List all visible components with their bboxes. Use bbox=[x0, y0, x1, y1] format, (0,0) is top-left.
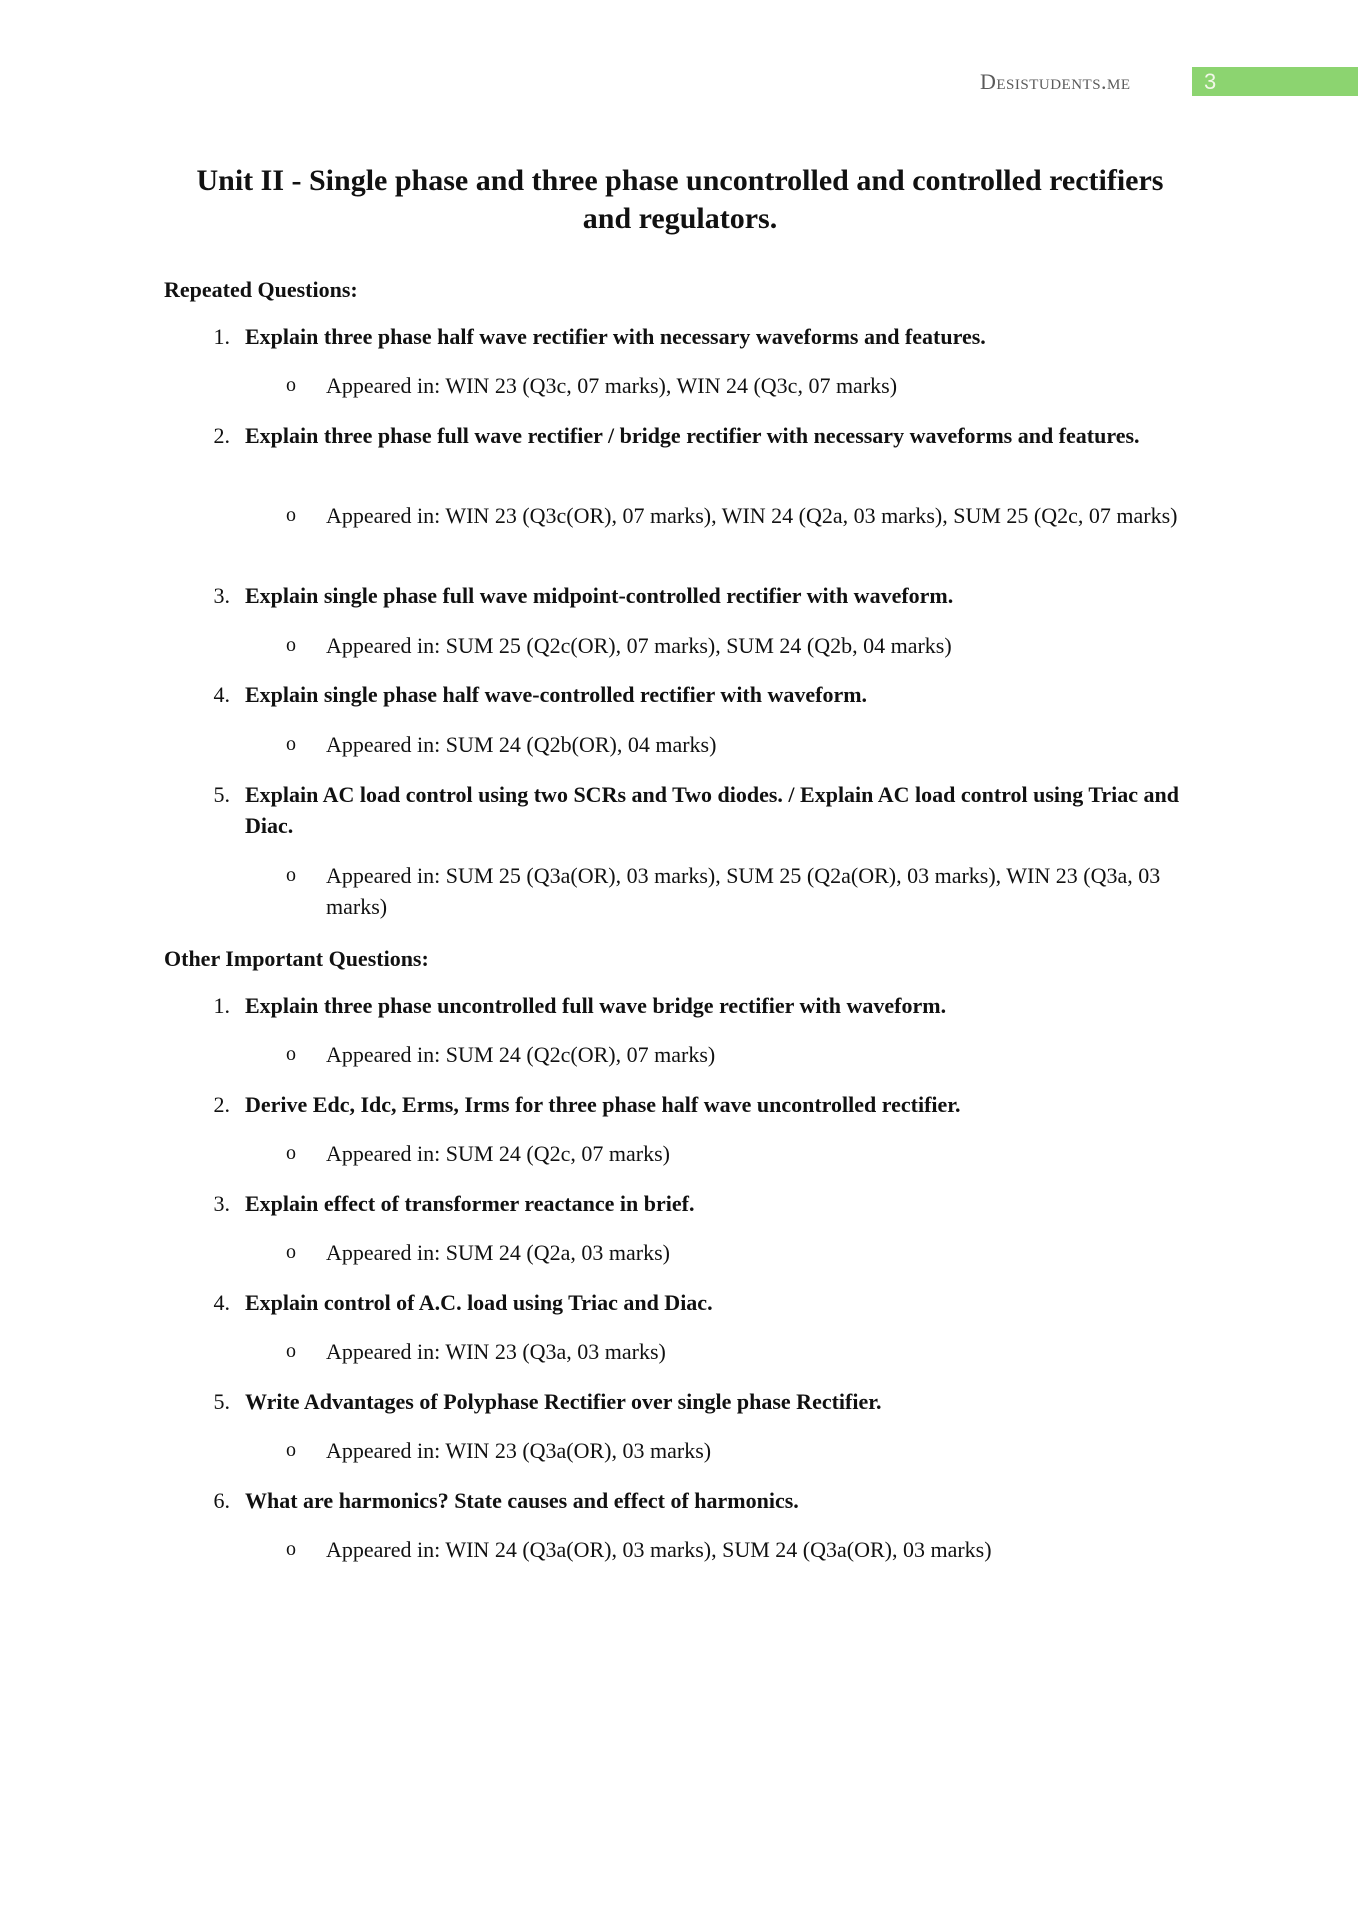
hollow-bullet-icon: o bbox=[286, 1538, 296, 1560]
section-heading-other: Other Important Questions: bbox=[164, 946, 429, 971]
question-number: 2. bbox=[213, 423, 230, 448]
question-number: 3. bbox=[213, 1191, 230, 1216]
question-text: Explain control of A.C. load using Triac and Diac. bbox=[245, 1290, 713, 1315]
appeared-in-item bbox=[285, 1138, 1195, 1169]
question-text: Explain effect of transformer reactance in brief. bbox=[245, 1191, 695, 1216]
hollow-bullet-icon: o bbox=[286, 864, 296, 886]
question-item bbox=[200, 990, 1200, 1021]
question-item bbox=[200, 1386, 1200, 1417]
appeared-in-text: Appeared in: WIN 23 (Q3a, 03 marks) bbox=[326, 1339, 666, 1364]
question-number: 2. bbox=[213, 1092, 230, 1117]
appeared-in-item bbox=[285, 1237, 1195, 1268]
question-item bbox=[200, 679, 1200, 710]
appeared-in-item bbox=[285, 860, 1195, 922]
question-item bbox=[200, 1485, 1200, 1516]
question-text: Explain three phase uncontrolled full wave bridge rectifier with waveform. bbox=[245, 993, 947, 1018]
question-number: 5. bbox=[213, 1389, 230, 1414]
question-number: 1. bbox=[213, 993, 230, 1018]
appeared-in-text: Appeared in: SUM 25 (Q2c(OR), 07 marks), SUM 24 (Q2b, 04 marks) bbox=[326, 633, 952, 658]
site-brand: Desistudents.me bbox=[980, 69, 1131, 94]
question-item bbox=[200, 420, 1200, 451]
hollow-bullet-icon: o bbox=[286, 1241, 296, 1263]
question-text: Explain three phase full wave rectifier / bridge rectifier with necessary waveforms and features. bbox=[245, 423, 1140, 448]
question-text: Explain single phase full wave midpoint-controlled rectifier with waveform. bbox=[245, 583, 954, 608]
hollow-bullet-icon: o bbox=[286, 374, 296, 396]
question-text: Write Advantages of Polyphase Rectifier over single phase Rectifier. bbox=[245, 1389, 882, 1414]
page-number: 3 bbox=[1204, 69, 1217, 94]
question-text: Explain single phase half wave-controlled rectifier with waveform. bbox=[245, 682, 868, 707]
question-text: Explain three phase half wave rectifier with necessary waveforms and features. bbox=[245, 324, 986, 349]
appeared-in-text: Appeared in: SUM 24 (Q2c, 07 marks) bbox=[326, 1141, 670, 1166]
appeared-in-item bbox=[285, 1039, 1195, 1070]
appeared-in-text: Appeared in: WIN 23 (Q3a(OR), 03 marks) bbox=[326, 1438, 712, 1463]
question-number: 5. bbox=[213, 782, 230, 807]
hollow-bullet-icon: o bbox=[286, 1142, 296, 1164]
hollow-bullet-icon: o bbox=[286, 1439, 296, 1461]
question-text: Derive Edc, Idc, Erms, Irms for three phase half wave uncontrolled rectifier. bbox=[245, 1092, 961, 1117]
question-number: 4. bbox=[213, 1290, 230, 1315]
appeared-in-item bbox=[285, 1336, 1195, 1367]
appeared-in-item bbox=[285, 630, 1195, 661]
question-text: What are harmonics? State causes and effect of harmonics. bbox=[245, 1488, 799, 1513]
appeared-in-text: Appeared in: SUM 25 (Q3a(OR), 03 marks), SUM 25 (Q2a(OR), 03 marks), WIN 23 (Q3a, 03 marks) bbox=[326, 863, 1161, 919]
question-item bbox=[200, 321, 1200, 352]
appeared-in-item bbox=[285, 1534, 1195, 1565]
question-item bbox=[200, 1287, 1200, 1318]
question-item bbox=[200, 580, 1200, 611]
hollow-bullet-icon: o bbox=[286, 634, 296, 656]
appeared-in-text: Appeared in: WIN 24 (Q3a(OR), 03 marks), SUM 24 (Q3a(OR), 03 marks) bbox=[326, 1537, 992, 1562]
appeared-in-text: Appeared in: SUM 24 (Q2b(OR), 04 marks) bbox=[326, 732, 717, 757]
appeared-in-item bbox=[285, 1435, 1195, 1466]
question-item bbox=[200, 779, 1200, 841]
appeared-in-text: Appeared in: WIN 23 (Q3c, 07 marks), WIN 24 (Q3c, 07 marks) bbox=[326, 373, 898, 398]
page-title: Unit II - Single phase and three phase uncontrolled and controlled rectifiers and regulators. bbox=[196, 164, 1164, 235]
page-number-bar bbox=[1192, 67, 1358, 96]
question-item bbox=[200, 1089, 1200, 1120]
hollow-bullet-icon: o bbox=[286, 1340, 296, 1362]
question-item bbox=[200, 1188, 1200, 1219]
question-text: Explain AC load control using two SCRs and Two diodes. / Explain AC load control using Triac and Diac. bbox=[245, 782, 1180, 838]
hollow-bullet-icon: o bbox=[286, 504, 296, 526]
question-number: 6. bbox=[213, 1488, 230, 1513]
question-number: 4. bbox=[213, 682, 230, 707]
appeared-in-item bbox=[285, 500, 1195, 531]
appeared-in-item bbox=[285, 370, 1195, 401]
section-heading-repeated: Repeated Questions: bbox=[164, 277, 358, 302]
question-number: 1. bbox=[213, 324, 230, 349]
question-number: 3. bbox=[213, 583, 230, 608]
appeared-in-text: Appeared in: WIN 23 (Q3c(OR), 07 marks), WIN 24 (Q2a, 03 marks), SUM 25 (Q2c, 07 marks) bbox=[326, 503, 1178, 528]
hollow-bullet-icon: o bbox=[286, 733, 296, 755]
appeared-in-item bbox=[285, 729, 1195, 760]
appeared-in-text: Appeared in: SUM 24 (Q2c(OR), 07 marks) bbox=[326, 1042, 716, 1067]
appeared-in-text: Appeared in: SUM 24 (Q2a, 03 marks) bbox=[326, 1240, 670, 1265]
hollow-bullet-icon: o bbox=[286, 1043, 296, 1065]
